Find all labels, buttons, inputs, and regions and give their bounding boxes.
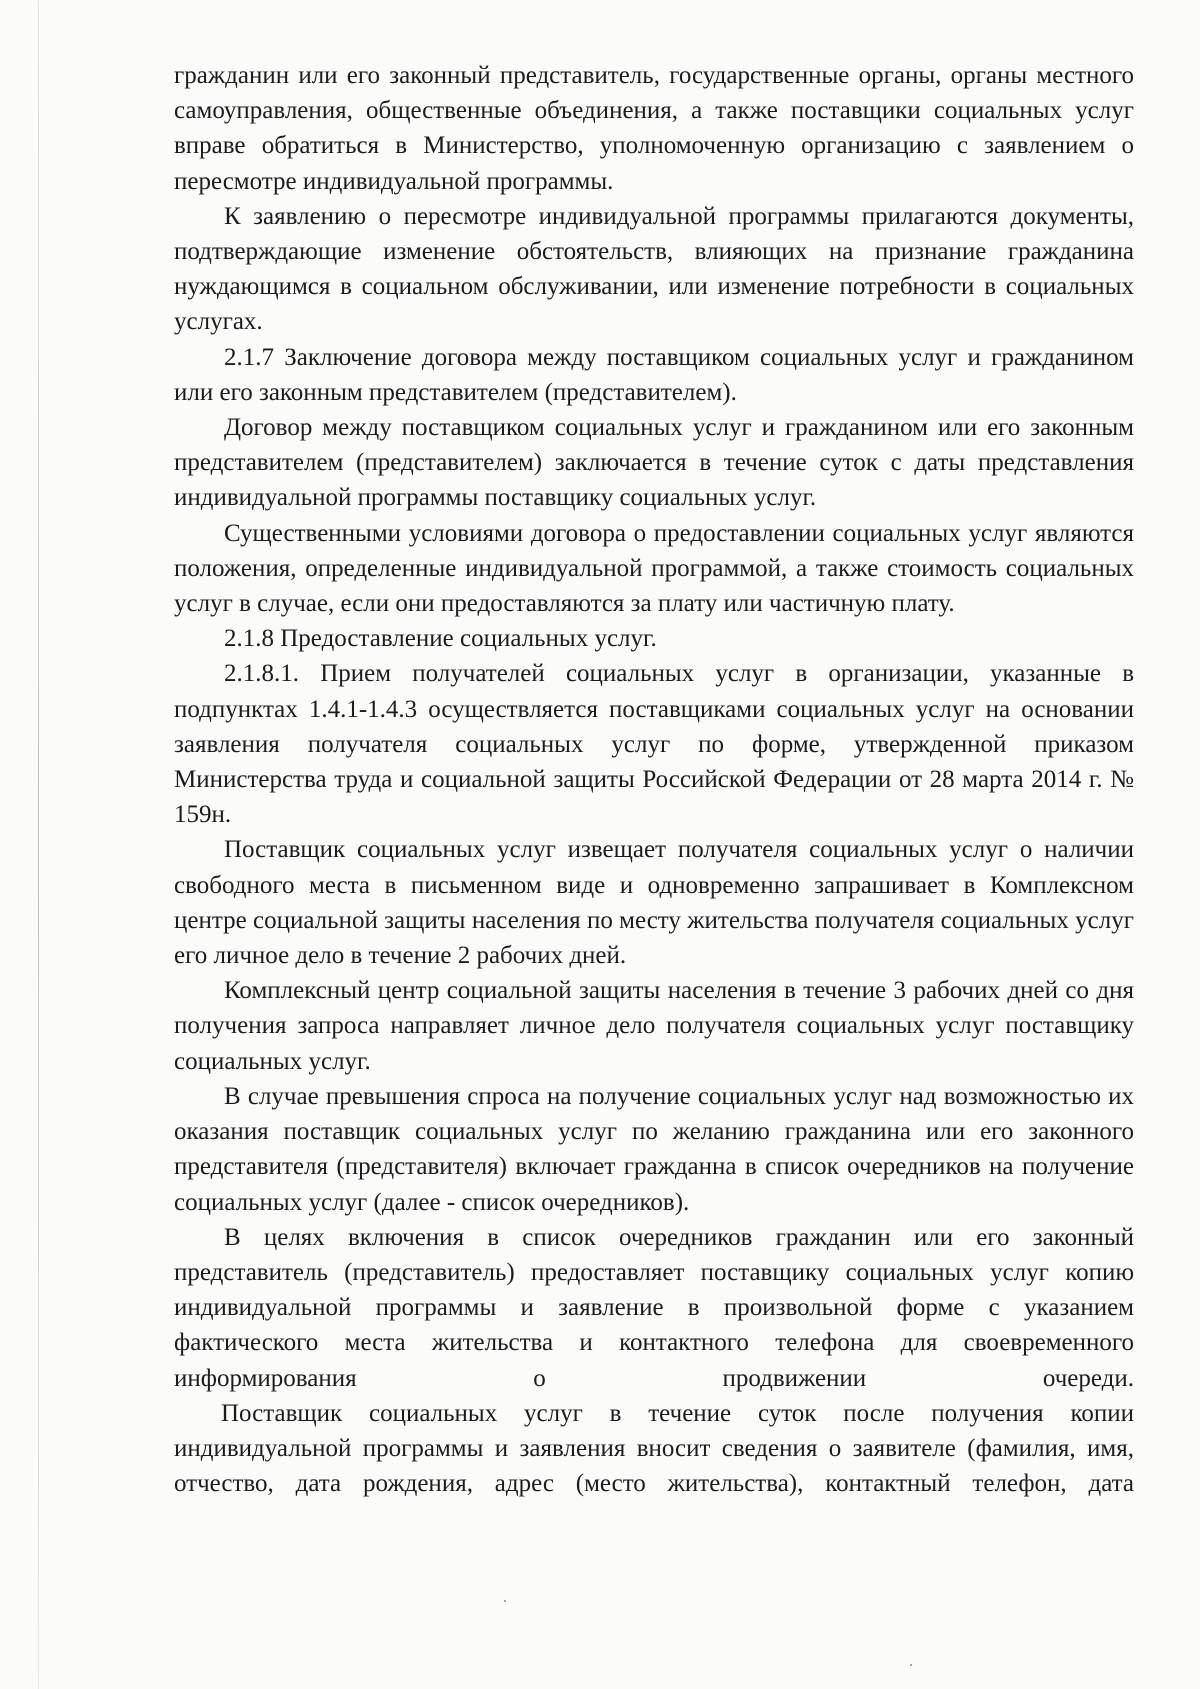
- paragraph-9: Комплексный центр социальной защиты населения в течение 3 рабочих дней со дня получения запроса направляет личное дело получателя социальных услуг поставщику социальных услуг.: [174, 977, 1134, 1075]
- paragraph-2: К заявлению о пересмотре индивидуальной программы прилагаются документы, подтверждающие изменение обстоятельств, влияющих на признание гражданина нуждающимся в социальном обслуживании, или изменение потребности в социальных услугах.: [174, 202, 1134, 336]
- document-body: [174, 58, 1134, 1501]
- paragraph-10: В случае превышения спроса на получение социальных услуг над возможностью их оказания поставщик социальных услуг по желанию гражданина или его законного представителя (представителя) включает гражданна в список очередников на получение социальных услуг (далее - список очередников).: [174, 1082, 1134, 1216]
- paragraph-12: Поставщик социальных услуг в течение суток после получения копии индивидуальной программы и заявления вносит сведения о заявителе (фамилия, имя, отчество, дата рождения, адрес (место жительства), контактный телефон, дата: [174, 1399, 1134, 1498]
- paragraph-3: 2.1.7 Заключение договора между поставщиком социальных услуг и гражданином или его законным представителем (представителем).: [174, 343, 1134, 406]
- paragraph-1: гражданин или его законный представитель, государственные органы, органы местного самоуправления, общественные объединения, а также поставщики социальных услуг вправе обратиться в Министерство, уполномоченную организацию с заявлением о пересмотре индивидуальной программы.: [174, 62, 1134, 195]
- scan-speck: [910, 1664, 912, 1666]
- scan-left-edge: [38, 0, 39, 1689]
- scan-speck: [504, 1600, 506, 1602]
- paragraph-6: 2.1.8 Предоставление социальных услуг.: [224, 625, 657, 653]
- paragraph-5: Существенными условиями договора о предоставлении социальных услуг являются положения, определенные индивидуальной программой, а также стоимость социальных услуг в случае, если они предоставляются за плату или частичную плату.: [174, 519, 1134, 618]
- paragraph-8: Поставщик социальных услуг извещает получателя социальных услуг о наличии свободного места в письменном виде и одновременно запрашивает в Комплексном центре социальной защиты населения по месту жительства получателя социальных услуг его личное дело в течение 2 рабочих дней.: [174, 836, 1134, 970]
- paragraph-11: В целях включения в список очередников гражданин или его законный представитель (представитель) предоставляет поставщику социальных услуг копию индивидуальной программы и заявление в произвольной форме с указанием фактического места жительства и контактного телефона для своевременного информирования о продвижении очереди.: [174, 1223, 1134, 1392]
- paragraph-7: 2.1.8.1. Прием получателей социальных услуг в организации, указанные в подпунктах 1.4.1-1.4.3 осуществляется поставщиками социальных услуг на основании заявления получателя социальных услуг по форме, утвержденной приказом Министерства труда и социальной защиты Российской Федерации от 28 марта 2014 г. № 159н.: [174, 660, 1134, 829]
- paragraph-4: Договор между поставщиком социальных услуг и гражданином или его законным представителем (представителем) заключается в течение суток с даты представления индивидуальной программы поставщику социальных услуг.: [174, 414, 1134, 512]
